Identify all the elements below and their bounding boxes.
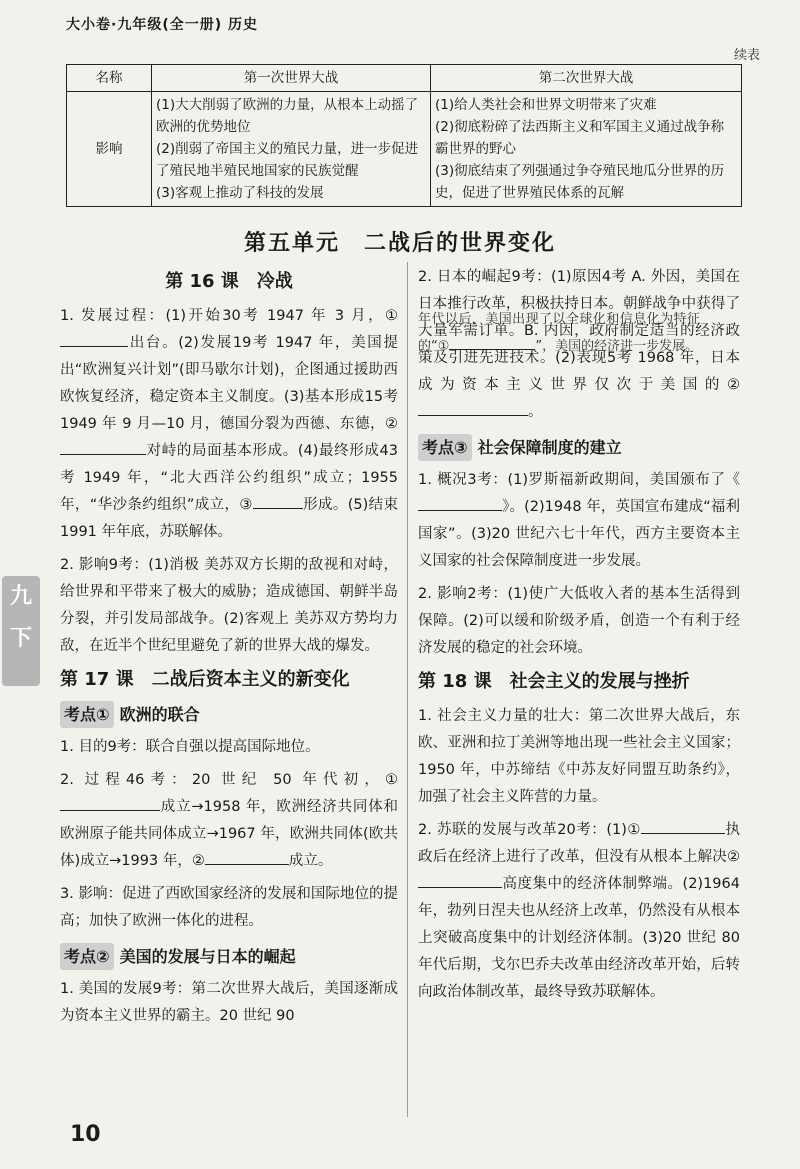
eu-goal: 1. 目的9考：联合自强以提高国际地位。 bbox=[60, 739, 320, 755]
key-point-3 bbox=[418, 434, 740, 461]
lesson-18-title: 第 18 课 社会主义的发展与挫折 bbox=[418, 671, 690, 692]
blank bbox=[60, 438, 146, 455]
left-column bbox=[60, 262, 398, 1036]
key-point-badge: 考点① bbox=[60, 701, 114, 728]
cold-war-development bbox=[60, 303, 398, 546]
text: 执政后在经济上进行了改革，但没有从根本上解决② bbox=[418, 822, 741, 865]
text: 1. 发展过程：(1)开始30考 1947 年 3 月，① bbox=[60, 308, 398, 324]
unit-title: 第五单元 二战后的世界变化 bbox=[243, 231, 556, 256]
blank bbox=[418, 494, 502, 511]
text: 成立。 bbox=[288, 853, 333, 869]
table-header-ww2: 第二次世界大战 bbox=[431, 65, 742, 92]
blank bbox=[60, 330, 128, 347]
text: 成立→1958 年，欧洲经济共同体和欧洲原子能共同体成立→1967 年，欧洲共同体(欧共体)成立→1993 年，② bbox=[60, 799, 398, 869]
text: 2. 过程46考：20 世纪 50 年代初，① bbox=[60, 772, 398, 788]
us-development-continued bbox=[418, 306, 700, 360]
text: 1. 概况3考：(1)罗斯福新政期间，美国颁布了《 bbox=[418, 472, 740, 488]
continued-label: 续表 bbox=[733, 48, 760, 63]
table-header-ww1: 第一次世界大战 bbox=[152, 65, 431, 92]
blank bbox=[205, 848, 289, 865]
cold-war-impact: 2. 影响9考：(1)消极 美苏双方长期的敌视和对峙，给世界和平带来了极大的威胁；造成德国、朝鲜半岛分裂，并引发局部战争。(2)客观上 美苏双方势均力敌，在近半个世纪里避免了新的世界大战的爆发。 bbox=[60, 557, 398, 654]
blank bbox=[418, 871, 502, 888]
eu-impact: 3. 影响：促进了西欧国家经济的发展和国际地位的提高；加快了欧洲一体化的进程。 bbox=[60, 886, 398, 929]
key-point-title: 欧洲的联合 bbox=[119, 705, 200, 724]
blank bbox=[641, 817, 725, 834]
text: 。 bbox=[528, 404, 543, 420]
blank bbox=[418, 399, 528, 416]
blank bbox=[253, 492, 303, 509]
side-tab bbox=[2, 576, 40, 686]
text: ”，美国的经济进一步发展。 bbox=[535, 339, 699, 354]
key-point-2 bbox=[60, 943, 398, 970]
lesson-16-title: 第 16 课 冷战 bbox=[165, 271, 293, 292]
table-header-name: 名称 bbox=[67, 65, 152, 92]
key-point-title: 社会保障制度的建立 bbox=[477, 438, 622, 457]
blank bbox=[449, 333, 535, 350]
key-point-title: 美国的发展与日本的崛起 bbox=[119, 947, 296, 966]
text: 出台。(2)发展19考 1947 年，美国提出“欧洲复兴计划”(即马歇尔计划)，企图通过援助西欧恢复经济，稳定资本主义制度。(3)基本形成15考 1949 年 9 月—10 月，德国分裂为西德、东德，② bbox=[60, 335, 398, 432]
war-comparison-table bbox=[66, 64, 742, 207]
key-point-badge: 考点③ bbox=[418, 434, 472, 461]
socialism-growth: 1. 社会主义力量的壮大：第二次世界大战后，东欧、亚洲和拉丁美洲等地出现一些社会主义国家；1950 年，中苏缔结《中苏友好同盟互助条约》，加强了社会主义阵营的力量。 bbox=[418, 708, 740, 805]
column-divider bbox=[407, 262, 408, 1117]
eu-process bbox=[60, 767, 398, 875]
text: 对峙的局面基本形成。(4)最终形成43考 1949 年，“北大西洋公约组织”成立；1955 年，“华沙条约组织”成立，③ bbox=[60, 443, 398, 513]
key-point-badge: 考点② bbox=[60, 943, 114, 970]
text: 年代以后，美国出现了以全球化和信息化为特征的“① bbox=[418, 312, 700, 354]
page-number: 10 bbox=[70, 1122, 101, 1147]
side-tab-volume: 下 bbox=[9, 626, 32, 651]
text: 》。(2)1948 年，英国宣布建成“福利国家”。(3)20 世纪六七十年代，西方主要资本主义国家的社会保障制度进一步发展。 bbox=[418, 499, 740, 569]
table-row-label: 影响 bbox=[67, 92, 152, 207]
key-point-1 bbox=[60, 701, 398, 728]
text: 2. 苏联的发展与改革20考：(1)① bbox=[418, 822, 641, 838]
lesson-17-title: 第 17 课 二战后资本主义的新变化 bbox=[60, 669, 350, 690]
soviet-reform bbox=[418, 817, 740, 1006]
text: 高度集中的经济体制弊端。(2)1964 年，勃列日涅夫也从经济上改革，仍然没有从根本上突破高度集中的计划经济体制。(3)20 世纪 80 年代后期，戈尔巴乔夫改革由经济改革开始，后转向政治体制改革，最终导致苏联解体。 bbox=[418, 876, 740, 1000]
social-security-impact: 2. 影响2考：(1)使广大低收入者的基本生活得到保障。(2)可以缓和阶级矛盾，创造一个有利于经济发展的稳定的社会环境。 bbox=[418, 586, 740, 656]
social-security-overview bbox=[418, 467, 740, 575]
text: 2. 日本的崛起9考：(1)原因4考 A. 外因，美国在日本推行改革，积极扶持日本。朝鲜战争中获得了大量军需订单。B. 内因，政府制定适当的经济政策及引进先进技术。(2)表现5考 1968 年，日本成为资本主义世界仅次于美国的② bbox=[418, 269, 740, 393]
book-header: 大小卷·九年级(全一册) 历史 bbox=[66, 17, 258, 33]
blank bbox=[60, 794, 160, 811]
ww2-impact-cell: (1)给人类社会和世界文明带来了灾难 (2)彻底粉碎了法西斯主义和军国主义通过战争称霸世界的野心 (3)彻底结束了列强通过争夺殖民地瓜分世界的历史，促进了世界殖民体系的瓦解 bbox=[431, 92, 742, 207]
ww1-impact-cell: (1)大大削弱了欧洲的力量，从根本上动摇了欧洲的优势地位 (2)削弱了帝国主义的殖民力量，进一步促进了殖民地半殖民地国家的民族觉醒 (3)客观上推动了科技的发展 bbox=[152, 92, 431, 207]
text: 形成。(5)结束 1991 年年底，苏联解体。 bbox=[60, 497, 398, 540]
right-column bbox=[418, 262, 740, 1012]
us-development: 1. 美国的发展9考：第二次世界大战后，美国逐渐成为资本主义世界的霸主。20 世纪 90 bbox=[60, 981, 398, 1024]
side-tab-grade: 九 bbox=[9, 584, 32, 609]
